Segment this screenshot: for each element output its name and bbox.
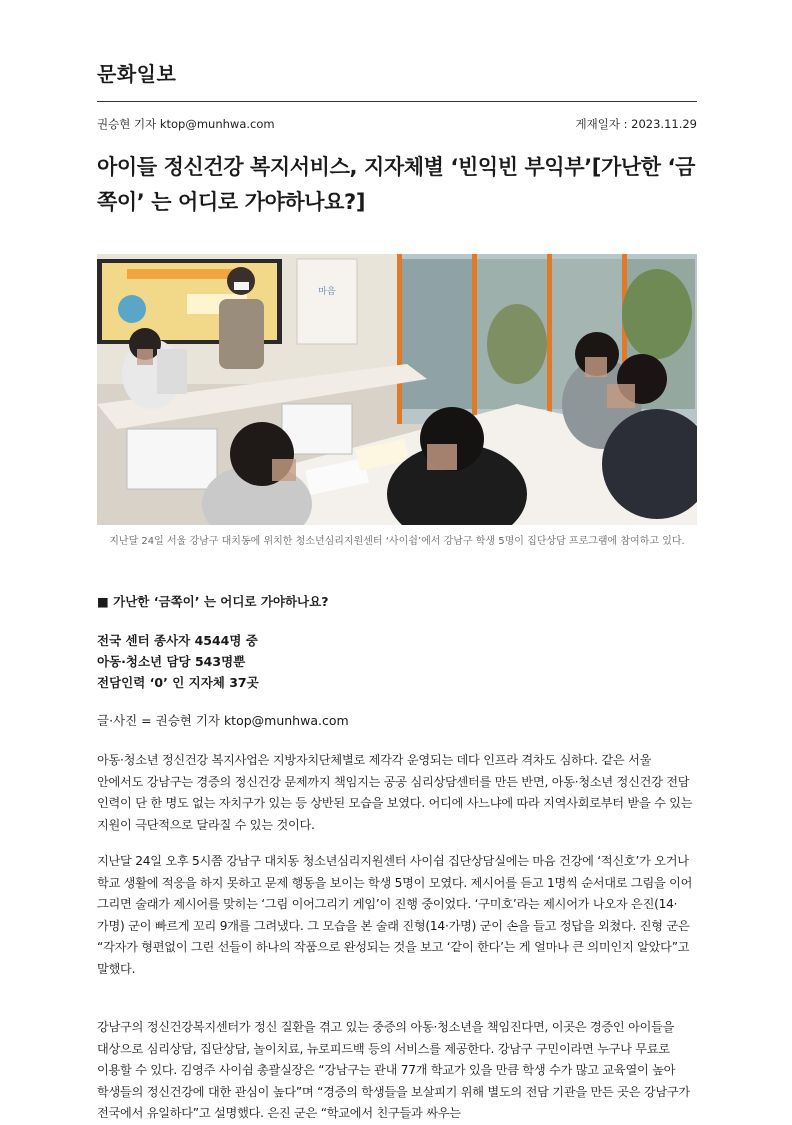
masthead-logo: 문화일보 xyxy=(97,62,177,86)
body-paragraph: 강남구의 정신건강복지센터가 정신 질환을 겪고 있는 중증의 아동·청소년을 책임진다면, 이곳은 경증인 아이들을 대상으로 심리상담, 집단상담, 놀이치료, 뉴로피드백 등의 서비스를 제공한다. 강남구 구민이라면 누구나 무료로 이용할 수 있다. 김영주 사이쉼 총괄실장은 “강남구는 관내 77개 학교가 있을 만큼 학생 수가 많고 교육열이 높아 학생들의 정신건강에 대한 관심이 높다”며 “경증의 학생들을 보살피기 위해 별도의 전담 기관을 만든 곳은 강남구가 전국에서 유일하다”고 설명했다. 은진 군은 “학교에서 친구들과 싸우는 xyxy=(97,1020,690,1120)
article-photo xyxy=(97,254,697,525)
header-divider xyxy=(97,101,697,102)
publish-date: 게재일자 : 2023.11.29 xyxy=(575,117,697,131)
summary-line: 전국 센터 종사자 4544명 중 xyxy=(97,633,258,648)
body-paragraph: 지난달 24일 오후 5시쯤 강남구 대치동 청소년심리지원센터 사이쉼 집단상담실에는 마음 건강에 ‘적신호’가 오거나 학교 생활에 적응을 하지 못하고 문제 행동을 보이는 학생 5명이 모였다. 제시어를 듣고 1명씩 순서대로 그림을 이어 그리면 술래가 제시어를 맞히는 ‘그림 이어그리기 게임’이 진행 중이었다. ‘구미호’라는 제시어가 나오자 은진(14·가명) 군이 빠르게 꼬리 9개를 그려냈다. 그 모습을 본 술래 진형(14·가명) 군이 손을 들고 정답을 외쳤다. 진형 군은 “각자가 형편없이 그린 선들이 하나의 작품으로 완성되는 것을 보고 ‘같이 한다’는 게 얼마나 큰 의미인지 알았다”고 말했다. xyxy=(97,854,693,976)
photo-caption: 지난달 24일 서울 강남구 대치동에 위치한 청소년심리지원센터 ‘사이쉼’에서 강남구 학생 5명이 집단상담 프로그램에 참여하고 있다. xyxy=(109,536,685,547)
summary-line: 전담인력 ‘0’ 인 지자체 37곳 xyxy=(97,675,259,690)
photo-credit: 글·사진 = 권승현 기자 ktop@munhwa.com xyxy=(97,713,349,728)
summary-bullets xyxy=(97,630,259,693)
section-subhead: ■ 가난한 ‘금쪽이’ 는 어디로 가야하나요? xyxy=(97,594,329,609)
poster-text: 마음 xyxy=(318,287,336,297)
summary-line: 아동·청소년 담당 543명뿐 xyxy=(97,654,246,669)
article-headline: 아이들 정신건강 복지서비스, 지자체별 ‘빈익빈 부익부’[가난한 ‘금쪽이’ 는 어디로 가야하나요?] xyxy=(97,155,696,214)
body-paragraph: 아동·청소년 정신건강 복지사업은 지방자치단체별로 제각각 운영되는 데다 인프라 격차도 심하다. 같은 서울 안에서도 강남구는 경증의 정신건강 문제까지 책임지는 공공 심리상담센터를 만든 반면, 아동·청소년 정신건강 전담 인력이 단 한 명도 없는 자치구가 있는 등 상반된 모습을 보였다. 어디에 사느냐에 따라 지역사회로부터 받을 수 있는 지원이 극단적으로 달라질 수 있는 것이다. xyxy=(97,753,693,832)
byline: 권승현 기자 ktop@munhwa.com xyxy=(97,117,275,131)
